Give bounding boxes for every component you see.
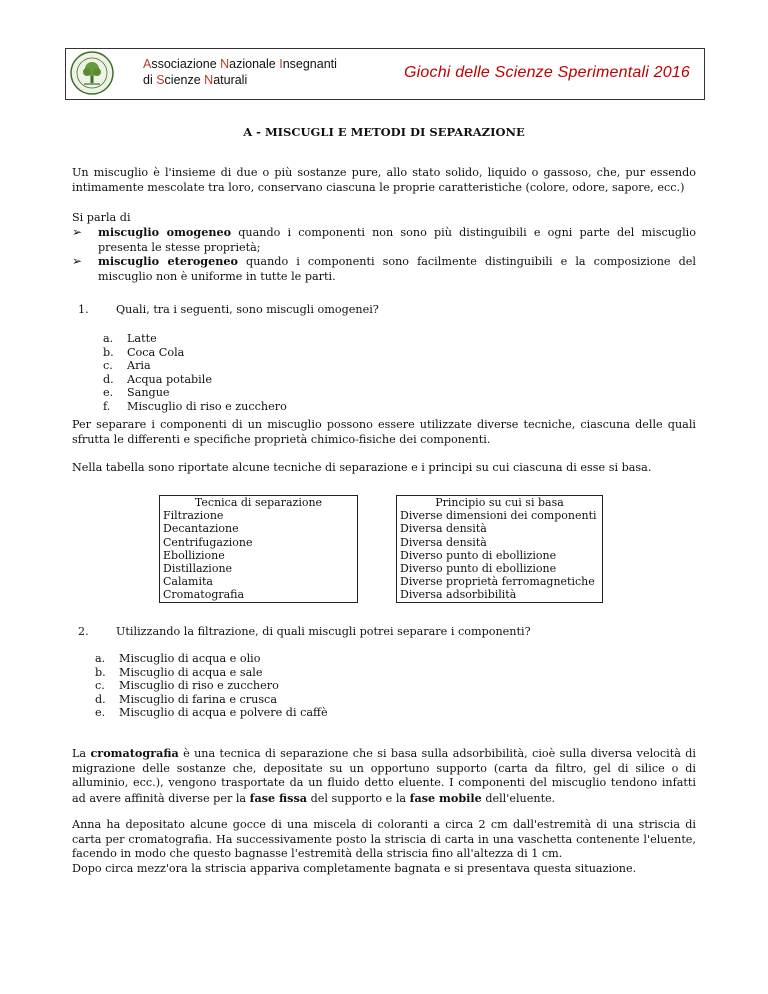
option-e: e. Sangue <box>103 386 170 400</box>
option-f: f. Miscuglio di riso e zucchero <box>103 399 287 413</box>
si-parla-label: Si parla di <box>72 211 131 224</box>
option-b: b. Miscuglio di acqua e sale <box>95 665 263 679</box>
association-line-2: di Scienze Naturali <box>143 73 248 87</box>
event-title: Giochi delle Scienze Sperimentali 2016 <box>404 64 690 81</box>
separation-paragraph: Per separare i componenti di un miscuglio possono essere utilizzate diverse tecniche, ciascuna delle quali sfrutta le differenti e specifiche proprietà chimico-fisiche dei componenti. <box>72 418 696 446</box>
option-c: c. Aria <box>103 359 151 373</box>
table-header-row <box>160 496 603 510</box>
section-title: A - MISCUGLI E METODI DI SEPARAZIONE <box>243 125 525 139</box>
chromatography-paragraph: La cromatografia è una tecnica di separazione che si basa sulla adsorbibilità, cioè sulla diversa velocità di migrazione delle sostanze che, depositate su un opportuno supporto (carta da filtro, gel di silice o di alluminio, ecc.), vengono trasportate da un fluido detto eluente. I componenti del miscuglio tendono infatti ad avere affinità diverse per la fase fissa del supporto e la fase mobile dell'eluente. <box>72 746 697 805</box>
technique-column: Filtrazione Decantazione Centrifugazione Ebollizione Distillazione Calamita Cromatografia <box>160 509 358 602</box>
table-header-principle: Principio su cui si basa <box>397 496 603 510</box>
question-2-options <box>95 652 328 720</box>
table-header-technique: Tecnica di separazione <box>160 496 358 510</box>
principle-column: Diverse dimensioni dei componenti Diversa densità Diversa densità Diverso punto di ebollizione Diverso punto di ebollizione Diverse proprietà ferromagnetiche Diversa adsorbibilità <box>397 509 603 602</box>
arrow-bullet-icon: ➢ <box>72 225 83 239</box>
document-page: Associazione Nazionale Insegnanti di Scienze Naturali Giochi delle Scienze Sperimentali 2016 A - MISCUGLI E METODI DI SEPARAZIONE Un miscuglio è l'insieme di due o più sostanze pure, allo stato solido, liquido o gassoso, che, pur essendo intimamente mescolate tra loro, conservano ciascuna le proprie caratteristiche (colore, odore, sapore, ecc.) Si parla di ➢ miscuglio omogeneo quando i componenti non sono più distinguibili e ogni parte del miscuglio presenta le stesse proprietà; ➢ miscuglio eterogeneo quando i componenti sono facilmente distinguibili e la composizione del miscuglio non è uniforme in tutte le parti. 1. Quali, tra i seguenti, sono miscugli omogenei? a. Latte b. Coca Cola c. Aria d. Acqua potabile e. Sangue f. Miscuglio di riso e zucchero Per separare i componenti di un miscuglio possono essere utilizzate diverse tecniche, ciascuna delle quali sfrutta le differenti e specifiche proprietà chimico-fisiche dei componenti. Nella tabella sono riportate alcune tecniche di separazione e i principi su cui ciascuna di esse si basa. Tecnica di separazione Principio su cui si basa Filtrazione Decantazione Centrifugazione Ebollizione Distillazione Calamita Cromatografia Diverse dimensioni dei componenti Diversa densità Diversa densità Diverso punto di ebollizione Diverso punto di ebollizione Diverse proprietà ferromagnetiche Diversa adsorbibilità 2. Utilizzando la filtrazione, di quali miscugli potrei separare i componenti? a. Miscuglio di acqua e olio b. Miscuglio di acqua e sale c. Miscuglio di riso e zucchero d. Miscuglio di farina e crusca e. Miscuglio di acqua e polvere di caffè La cromatografia è una tecnica di separazione che si basa sulla adsorbibilità, cioè sulla diversa velocità di migrazione delle sostanze che, depositate su un opportuno supporto (carta da filtro, gel di silice o di alluminio, ecc.), vengono trasportate da un fluido detto eluente. I componenti del miscuglio tendono infatti ad avere affinità diverse per la fase fissa del supporto e la fase mobile dell'eluente. Anna ha depositato alcune gocce di una miscela di coloranti a circa 2 cm dall'estremità di una striscia di carta per cromatografia. Ha successivamente posto la striscia di carta in una vaschetta contenente l'eluente, facendo in modo che questo bagnasse l'estremità della striscia fino all'altezza di 1 cm. Dopo circa mezz'ora la striscia appariva completamente bagnata e si presentava questa situazione. <box>0 0 768 994</box>
option-d: d. Miscuglio di farina e crusca <box>95 692 277 706</box>
association-name <box>143 56 337 88</box>
option-a: a. Latte <box>103 332 157 345</box>
option-d: d. Acqua potabile <box>103 372 212 386</box>
association-line-1: Associazione Nazionale Insegnanti <box>143 57 337 71</box>
table-body-row <box>160 509 603 602</box>
intro-paragraph: Un miscuglio è l'insieme di due o più sostanze pure, allo stato solido, liquido o gassoso, che, pur essendo intimamente mescolate tra loro, conservano ciascuna le proprie caratteristiche (colore, odore, sapore, ecc.) <box>72 166 696 194</box>
bullet-eterogeneo: ➢ miscuglio eterogeneo quando i componenti sono facilmente distinguibili e la composizione del miscuglio non è uniforme in tutte le parti. <box>72 254 696 283</box>
table-intro-paragraph: Nella tabella sono riportate alcune tecniche di separazione e i principi su cui ciascuna di esse si basa. <box>72 461 652 474</box>
anna-paragraph: Anna ha depositato alcune gocce di una miscela di coloranti a circa 2 cm dall'estremità di una striscia di carta per cromatografia. Ha successivamente posto la striscia di carta in una vaschetta contenente l'eluente, facendo in modo che questo bagnasse l'estremità della striscia fino all'altezza di 1 cm. Dopo circa mezz'ora la striscia appariva completamente bagnata e si presentava questa situazione. <box>72 818 696 875</box>
header-box <box>65 48 705 100</box>
question-1-options <box>103 332 287 414</box>
association-logo-icon <box>70 51 114 95</box>
bullet-omogeneo: ➢ miscuglio omogeneo quando i componenti non sono più distinguibili e ogni parte del miscuglio presenta le stesse proprietà; <box>72 225 696 254</box>
option-e: e. Miscuglio di acqua e polvere di caffè <box>95 706 328 720</box>
option-c: c. Miscuglio di riso e zucchero <box>95 679 279 693</box>
separation-techniques-table <box>159 495 603 603</box>
option-a: a. Miscuglio di acqua e olio <box>95 652 261 665</box>
arrow-bullet-icon: ➢ <box>72 254 83 268</box>
option-b: b. Coca Cola <box>103 345 185 359</box>
